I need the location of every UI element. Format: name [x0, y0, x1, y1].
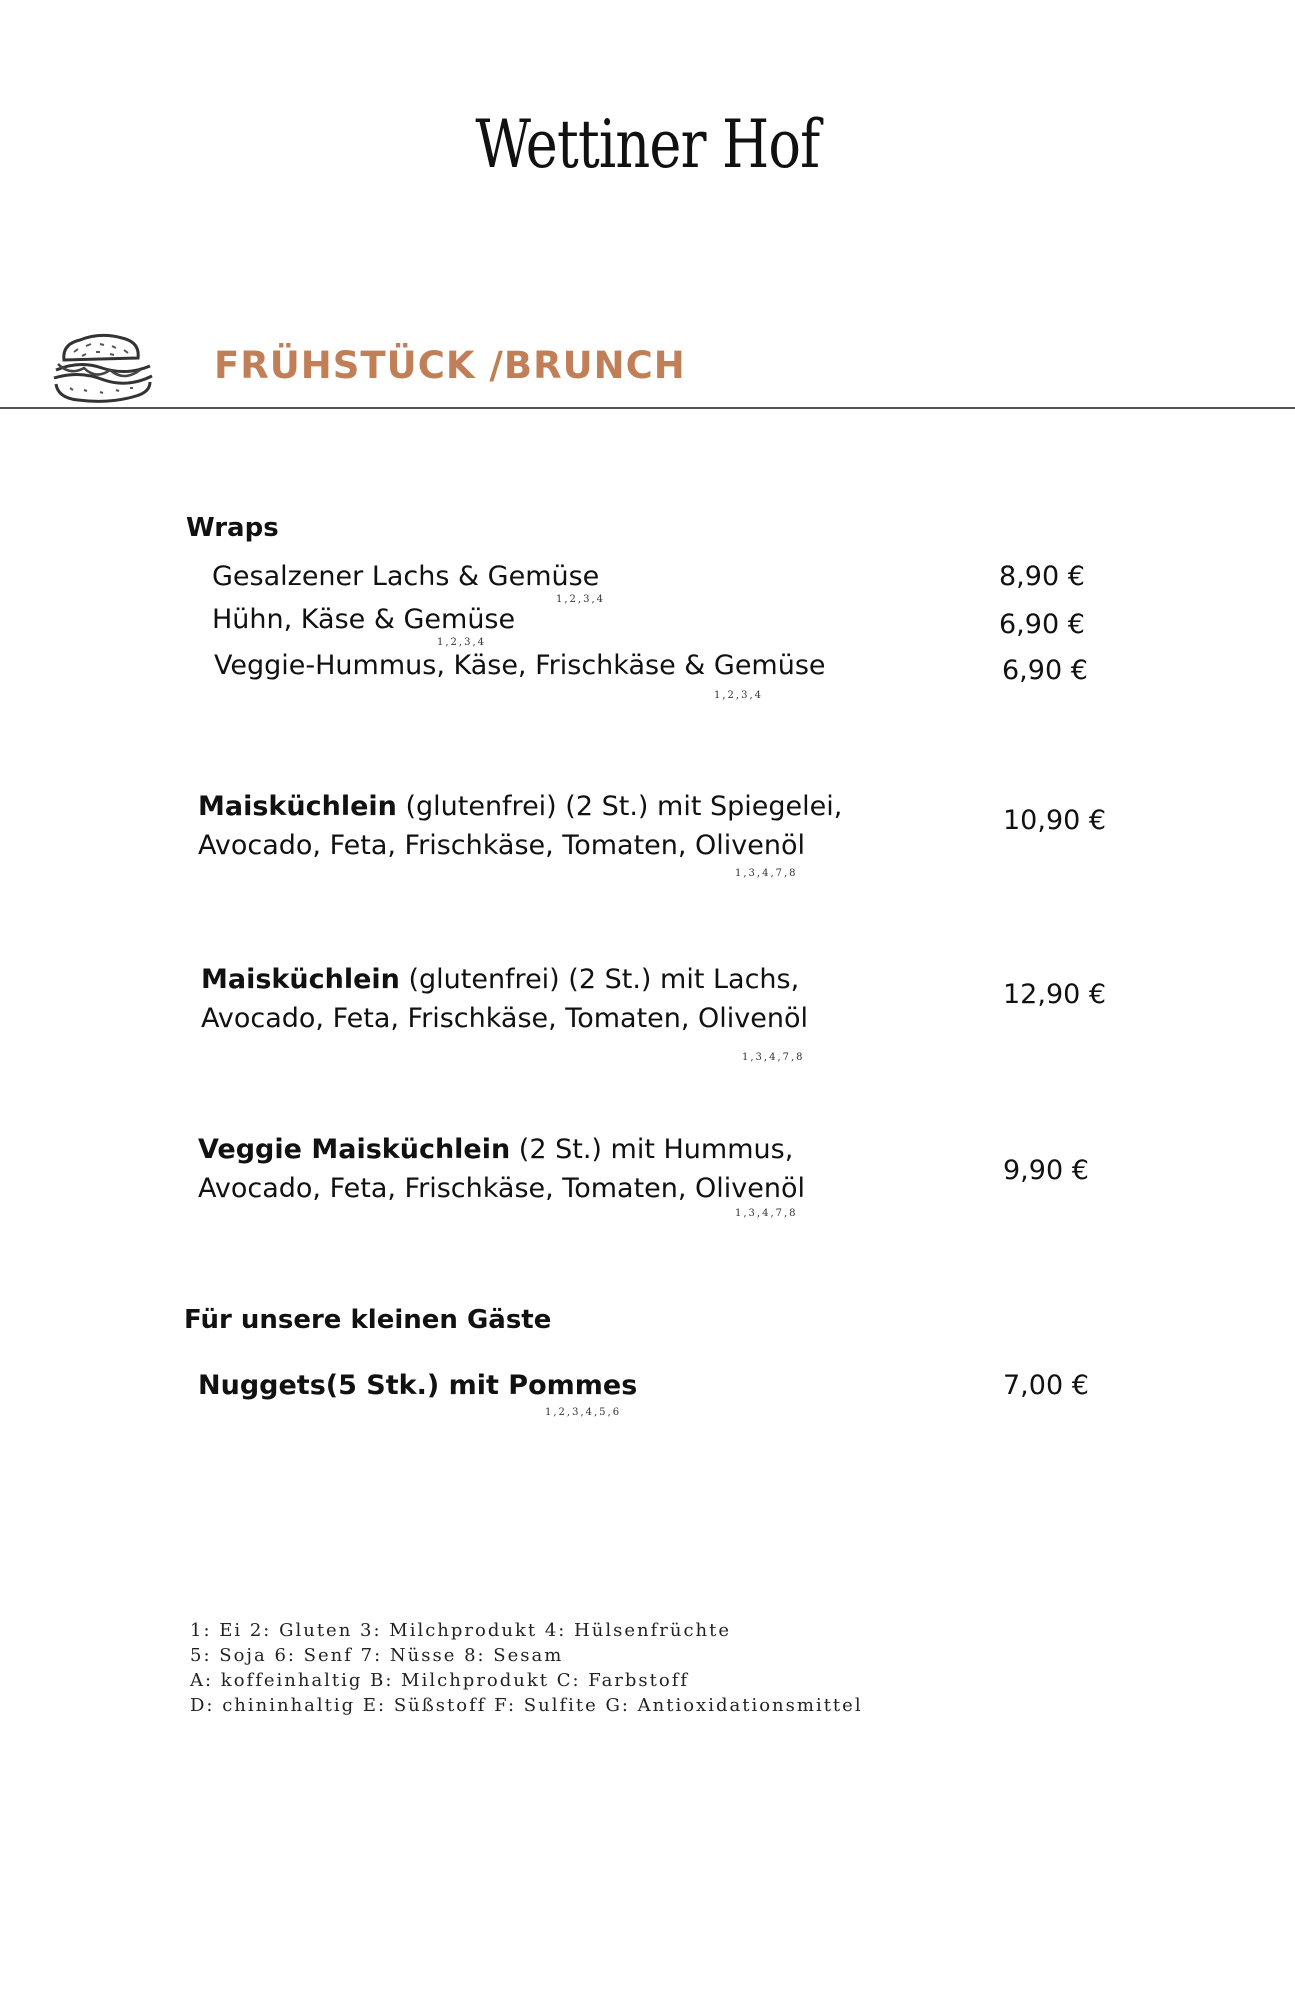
kids-item-allergens: 1,2,3,4,5,6	[545, 1407, 622, 1418]
wrap-item-allergens: 1,2,3,4	[437, 637, 486, 648]
wrap-item-allergens: 1,2,3,4	[714, 690, 763, 701]
dish-description: (glutenfrei) (2 St.) mit Spiegelei,	[396, 791, 843, 822]
dish-allergens: 1,3,4,7,8	[735, 1208, 798, 1219]
dish-description: (2 St.) mit Hummus,	[510, 1134, 794, 1165]
dish-line-2: Avocado, Feta, Frischkäse, Tomaten, Olivenöl	[198, 1173, 806, 1204]
dish-price: 10,90 €	[1003, 805, 1107, 836]
dish-price: 12,90 €	[1003, 979, 1107, 1010]
dish-allergens: 1,3,4,7,8	[735, 868, 798, 879]
wraps-heading: Wraps	[186, 513, 279, 543]
brand-logo: Wettiner Hof	[475, 106, 820, 183]
wrap-item-name: Gesalzener Lachs & Gemüse	[212, 561, 600, 592]
dish-price: 9,90 €	[1003, 1155, 1089, 1186]
allergen-legend	[190, 1618, 863, 1718]
legend-line: 1: Ei 2: Gluten 3: Milchprodukt 4: Hülsenfrüchte	[190, 1620, 732, 1641]
legend-line: 5: Soja 6: Senf 7: Nüsse 8: Sesam	[190, 1645, 564, 1666]
kids-item-name: Nuggets(5 Stk.) mit Pommes	[198, 1370, 638, 1401]
dish-name: Veggie Maisküchlein	[198, 1134, 511, 1165]
dish-line-1	[198, 1134, 793, 1165]
dish-line-2: Avocado, Feta, Frischkäse, Tomaten, Olivenöl	[198, 830, 806, 861]
kids-item-price: 7,00 €	[1003, 1370, 1089, 1401]
wrap-item-price: 6,90 €	[999, 609, 1085, 640]
dish-line-2: Avocado, Feta, Frischkäse, Tomaten, Olivenöl	[201, 1003, 809, 1034]
wrap-item-name: Hühn, Käse & Gemüse	[212, 604, 516, 635]
legend-line: D: chininhaltig E: Süßstoff F: Sulfite G: Antioxidationsmittel	[190, 1695, 863, 1716]
dish-line-1	[198, 791, 842, 822]
dish-line-1	[201, 964, 799, 995]
dish-name: Maisküchlein	[198, 791, 397, 822]
wrap-item-price: 8,90 €	[999, 561, 1085, 592]
section-title: FRÜHSTÜCK /BRUNCH	[214, 344, 686, 387]
wrap-item-allergens: 1,2,3,4	[556, 594, 605, 605]
dish-name: Maisküchlein	[201, 964, 400, 995]
sandwich-icon	[50, 330, 154, 406]
dish-allergens: 1,3,4,7,8	[742, 1052, 805, 1063]
dish-description: (glutenfrei) (2 St.) mit Lachs,	[399, 964, 800, 995]
wrap-item-name: Veggie-Hummus, Käse, Frischkäse & Gemüse	[214, 650, 826, 681]
kids-heading: Für unsere kleinen Gäste	[184, 1305, 552, 1335]
wrap-item-price: 6,90 €	[1002, 655, 1088, 686]
legend-line: A: koffeinhaltig B: Milchprodukt C: Farbstoff	[190, 1670, 690, 1691]
section-divider	[0, 407, 1295, 409]
